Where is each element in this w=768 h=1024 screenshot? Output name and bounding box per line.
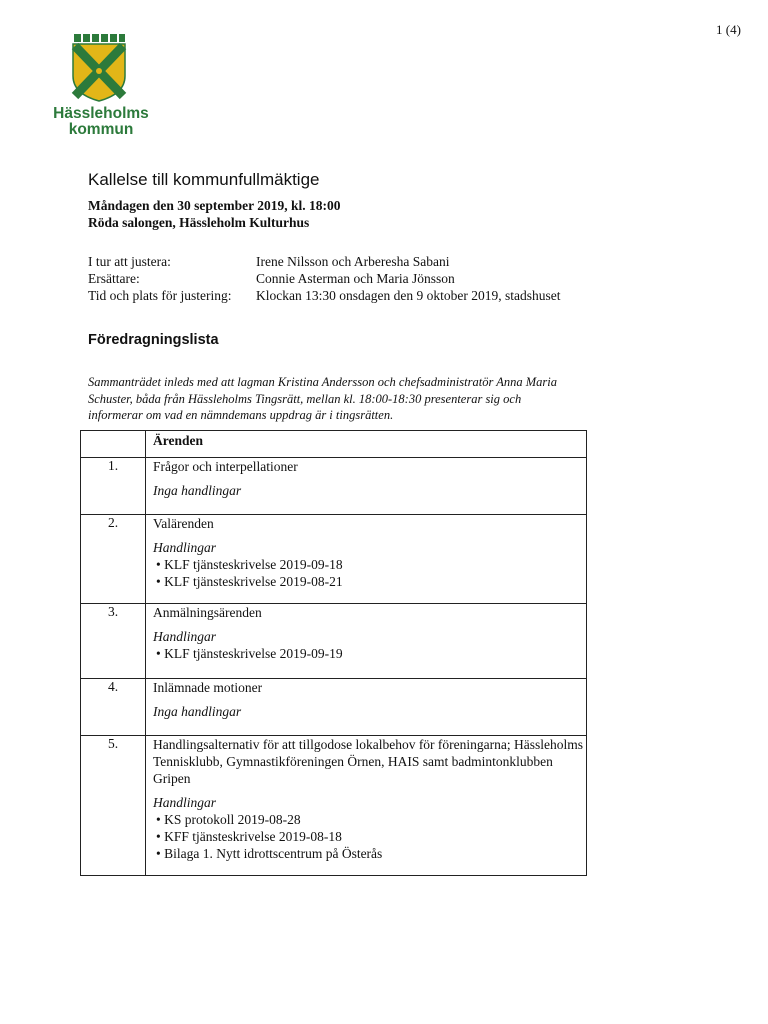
table-header: Ärenden (146, 431, 587, 458)
info-row (88, 287, 560, 304)
document-item: • KLF tjänsteskrivelse 2019-09-18 (156, 557, 343, 572)
info-label: Tid och plats för justering: (88, 288, 232, 303)
table-header-row (81, 431, 587, 458)
item-content (146, 604, 587, 679)
page-number: 1 (4) (716, 22, 741, 37)
info-value: Klockan 13:30 onsdagen den 9 oktober 2019, stadshuset (256, 288, 561, 303)
agenda-table (80, 430, 587, 876)
document-item: • KLF tjänsteskrivelse 2019-09-19 (156, 646, 343, 661)
document-title: Kallelse till kommunfullmäktige (88, 170, 320, 189)
item-title: Valärenden (153, 516, 214, 531)
document-item: • KS protokoll 2019-08-28 (156, 812, 301, 827)
item-number: 3. (81, 604, 146, 679)
logo-line-1: Hässleholms (53, 105, 149, 122)
document-item: • KFF tjänsteskrivelse 2019-08-18 (156, 829, 342, 844)
info-row (88, 270, 560, 287)
info-label: Ersättare: (88, 271, 140, 286)
item-docs-label: Handlingar (153, 629, 217, 644)
item-title: Inlämnade motioner (153, 680, 263, 695)
section-heading: Föredragningslista (88, 332, 219, 348)
table-row (81, 679, 587, 736)
item-number: 1. (81, 458, 146, 515)
table-row (81, 736, 587, 876)
item-docs-label: Handlingar (153, 540, 217, 555)
info-value: Irene Nilsson och Arberesha Sabani (256, 254, 450, 269)
header-number-cell (81, 431, 146, 458)
info-value: Connie Asterman och Maria Jönsson (256, 271, 455, 286)
item-docs-label: Inga handlingar (153, 704, 242, 719)
item-content (146, 679, 587, 736)
item-title: Frågor och interpellationer (153, 459, 298, 474)
logo-text (44, 106, 158, 138)
table-row (81, 604, 587, 679)
info-label: I tur att justera: (88, 254, 171, 269)
item-number: 4. (81, 679, 146, 736)
document-item: • KLF tjänsteskrivelse 2019-08-21 (156, 574, 343, 589)
info-row (88, 253, 560, 270)
meeting-location: Röda salongen, Hässleholm Kulturhus (88, 215, 310, 230)
meeting-details (88, 197, 341, 231)
document-item: • Bilaga 1. Nytt idrottscentrum på Österås (156, 846, 383, 861)
table-row (81, 458, 587, 515)
item-content (146, 458, 587, 515)
item-content (146, 515, 587, 604)
item-title: Handlingsalternativ för att tillgodose lokalbehov för föreningarna; Hässleholms Tennisklubb, Gymnastikföreningen Örnen, HAIS samt badmintonklubben Gripen (153, 737, 584, 786)
item-docs-label: Inga handlingar (153, 483, 242, 498)
item-number: 5. (81, 736, 146, 876)
item-number: 2. (81, 515, 146, 604)
coat-of-arms-icon (71, 34, 127, 102)
intro-paragraph: Sammanträdet inleds med att lagman Kristina Andersson och chefsadministratör Anna Maria Schuster, båda från Hässleholms Tingsrätt, mellan kl. 18:00-18:30 presenterar sig och informerar om vad en nämndemans uppdrag är i tingsrätten. (88, 375, 557, 422)
info-list (88, 253, 560, 304)
logo-line-2: kommun (68, 121, 134, 138)
table-row (81, 515, 587, 604)
meeting-date: Måndagen den 30 september 2019, kl. 18:00 (88, 198, 341, 213)
item-docs-label: Handlingar (153, 795, 217, 810)
item-content (146, 736, 587, 876)
item-title: Anmälningsärenden (153, 605, 262, 620)
